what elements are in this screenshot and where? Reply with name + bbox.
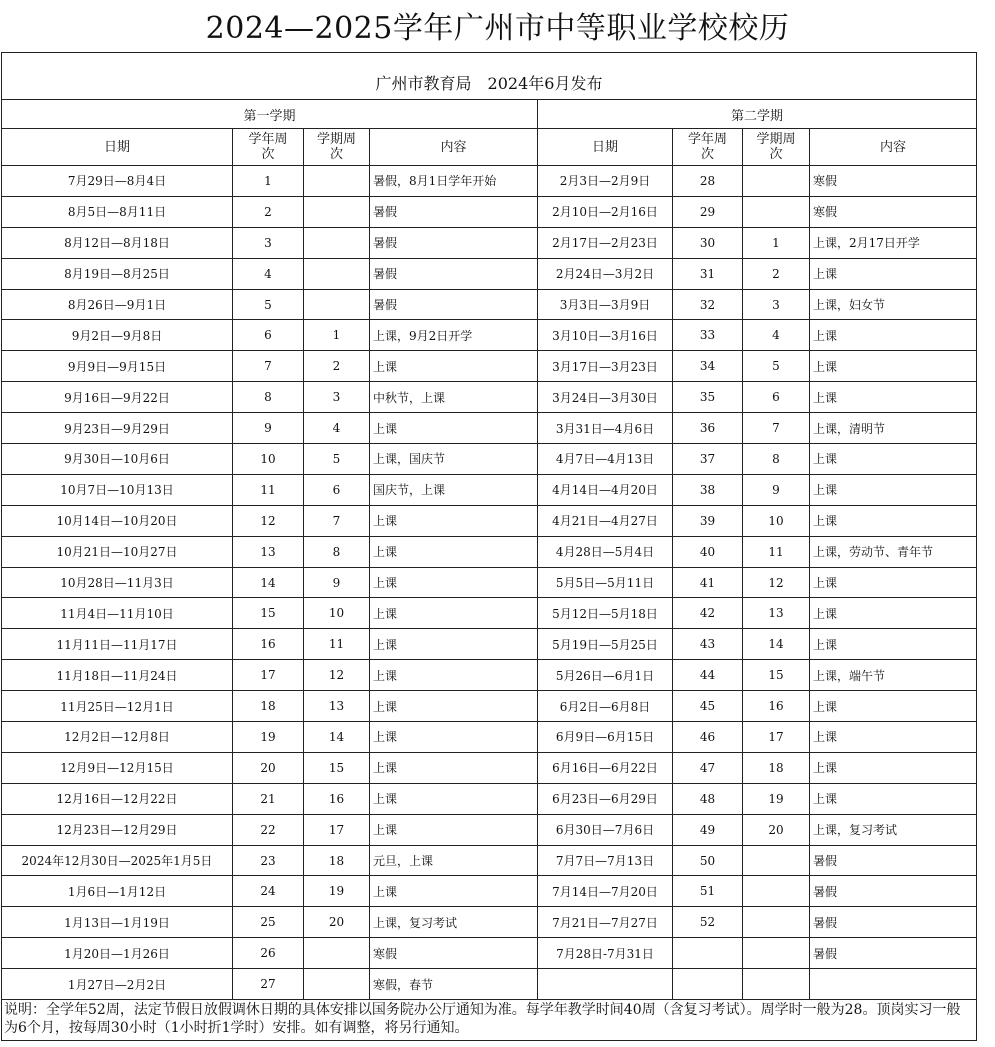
cell-term-week-2: 7 (743, 413, 810, 444)
cell-year-week-2 (673, 969, 743, 1000)
cell-year-week-2: 48 (673, 783, 743, 814)
cell-date-2 (538, 969, 673, 1000)
cell-year-week-2: 40 (673, 536, 743, 567)
cell-term-week-1 (304, 196, 370, 227)
cell-content-2: 上课 (810, 752, 977, 783)
cell-content-2: 上课，复习考试 (810, 814, 977, 845)
cell-date-1: 11月18日—11月24日 (2, 660, 233, 691)
cell-year-week-2: 44 (673, 660, 743, 691)
cell-year-week-2 (673, 938, 743, 969)
table-row (2, 536, 977, 567)
cell-date-1: 9月9日—9月15日 (2, 351, 233, 382)
cell-date-1: 9月2日—9月8日 (2, 320, 233, 351)
cell-term-week-2 (743, 845, 810, 876)
cell-term-week-2 (743, 166, 810, 197)
cell-content-2: 上课，清明节 (810, 413, 977, 444)
cell-content-1: 上课 (370, 876, 538, 907)
cell-date-1: 1月27日—2月2日 (2, 969, 233, 1000)
cell-year-week-1: 14 (233, 567, 304, 598)
cell-date-2: 5月12日—5月18日 (538, 598, 673, 629)
cell-date-2: 2月3日—2月9日 (538, 166, 673, 197)
cell-year-week-1: 25 (233, 907, 304, 938)
cell-date-1: 2024年12月30日—2025年1月5日 (2, 845, 233, 876)
cell-content-2: 暑假 (810, 845, 977, 876)
cell-date-2: 3月31日—4月6日 (538, 413, 673, 444)
cell-term-week-2: 1 (743, 227, 810, 258)
cell-term-week-1: 13 (304, 691, 370, 722)
cell-year-week-1: 7 (233, 351, 304, 382)
semester-1-header: 第一学期 (2, 100, 538, 129)
cell-content-2: 上课 (810, 567, 977, 598)
cell-year-week-2: 36 (673, 413, 743, 444)
cell-date-2: 2月17日—2月23日 (538, 227, 673, 258)
table-row (2, 783, 977, 814)
cell-term-week-2: 4 (743, 320, 810, 351)
cell-date-1: 9月23日—9月29日 (2, 413, 233, 444)
table-row (2, 722, 977, 753)
cell-date-2: 2月10日—2月16日 (538, 196, 673, 227)
cell-content-2: 暑假 (810, 907, 977, 938)
cell-year-week-1: 6 (233, 320, 304, 351)
cell-year-week-1: 17 (233, 660, 304, 691)
cell-year-week-2: 29 (673, 196, 743, 227)
cell-term-week-1: 14 (304, 722, 370, 753)
cell-term-week-2: 5 (743, 351, 810, 382)
cell-year-week-2: 47 (673, 752, 743, 783)
cell-year-week-2: 46 (673, 722, 743, 753)
cell-content-1: 上课 (370, 413, 538, 444)
cell-term-week-2: 6 (743, 382, 810, 413)
cell-content-2: 上课 (810, 598, 977, 629)
table-row (2, 505, 977, 536)
cell-term-week-2: 3 (743, 289, 810, 320)
cell-year-week-1: 22 (233, 814, 304, 845)
col-content-2: 内容 (810, 129, 977, 166)
cell-term-week-2: 2 (743, 258, 810, 289)
cell-date-2: 7月14日—7月20日 (538, 876, 673, 907)
cell-year-week-2: 52 (673, 907, 743, 938)
cell-content-1: 上课 (370, 351, 538, 382)
table-row (2, 413, 977, 444)
cell-year-week-1: 8 (233, 382, 304, 413)
table-row (2, 907, 977, 938)
cell-date-2: 5月5日—5月11日 (538, 567, 673, 598)
cell-year-week-1: 21 (233, 783, 304, 814)
cell-content-1: 暑假 (370, 258, 538, 289)
cell-year-week-1: 23 (233, 845, 304, 876)
cell-term-week-1: 9 (304, 567, 370, 598)
cell-year-week-2: 35 (673, 382, 743, 413)
cell-date-2: 6月9日—6月15日 (538, 722, 673, 753)
cell-content-1: 寒假，春节 (370, 969, 538, 1000)
cell-content-2: 寒假 (810, 166, 977, 197)
cell-term-week-1: 18 (304, 845, 370, 876)
cell-content-1: 上课 (370, 691, 538, 722)
cell-content-2: 上课 (810, 382, 977, 413)
cell-term-week-1: 2 (304, 351, 370, 382)
table-row (2, 258, 977, 289)
table-row (2, 691, 977, 722)
cell-content-2: 上课 (810, 320, 977, 351)
table-row (2, 196, 977, 227)
school-calendar-table (1, 52, 977, 1041)
cell-content-2: 暑假 (810, 876, 977, 907)
cell-term-week-2: 10 (743, 505, 810, 536)
cell-date-2: 5月19日—5月25日 (538, 629, 673, 660)
cell-year-week-2: 39 (673, 505, 743, 536)
cell-date-2: 6月30日—7月6日 (538, 814, 673, 845)
cell-term-week-1: 15 (304, 752, 370, 783)
cell-date-1: 12月2日—12月8日 (2, 722, 233, 753)
cell-date-2: 3月17日—3月23日 (538, 351, 673, 382)
cell-term-week-1: 11 (304, 629, 370, 660)
cell-content-1: 上课，9月2日开学 (370, 320, 538, 351)
cell-year-week-1: 12 (233, 505, 304, 536)
cell-content-2: 上课 (810, 258, 977, 289)
cell-content-1: 上课，国庆节 (370, 444, 538, 475)
cell-content-1: 上课 (370, 536, 538, 567)
cell-date-1: 9月30日—10月6日 (2, 444, 233, 475)
cell-year-week-1: 9 (233, 413, 304, 444)
cell-content-1: 暑假，8月1日学年开始 (370, 166, 538, 197)
cell-date-1: 11月25日—12月1日 (2, 691, 233, 722)
cell-term-week-1 (304, 289, 370, 320)
cell-year-week-1: 11 (233, 474, 304, 505)
cell-date-1: 12月23日—12月29日 (2, 814, 233, 845)
cell-date-1: 8月12日—8月18日 (2, 227, 233, 258)
col-content-1: 内容 (370, 129, 538, 166)
cell-content-1: 上课 (370, 567, 538, 598)
table-top-spacer (2, 53, 977, 66)
cell-term-week-2: 15 (743, 660, 810, 691)
cell-term-week-1: 4 (304, 413, 370, 444)
cell-term-week-2: 16 (743, 691, 810, 722)
cell-term-week-2: 14 (743, 629, 810, 660)
cell-date-2: 6月16日—6月22日 (538, 752, 673, 783)
cell-date-1: 10月21日—10月27日 (2, 536, 233, 567)
cell-date-1: 10月7日—10月13日 (2, 474, 233, 505)
cell-date-2: 6月2日—6月8日 (538, 691, 673, 722)
cell-year-week-2: 33 (673, 320, 743, 351)
cell-term-week-1 (304, 166, 370, 197)
cell-content-1: 暑假 (370, 196, 538, 227)
cell-date-2: 4月7日—4月13日 (538, 444, 673, 475)
cell-content-2 (810, 969, 977, 1000)
col-term-week-1: 学期周次 (304, 129, 370, 166)
cell-date-1: 1月13日—1月19日 (2, 907, 233, 938)
cell-term-week-2 (743, 938, 810, 969)
cell-term-week-1: 17 (304, 814, 370, 845)
cell-date-1: 12月16日—12月22日 (2, 783, 233, 814)
page-title: 2024—2025学年广州市中等职业学校校历 (205, 11, 790, 46)
table-row (2, 567, 977, 598)
table-row (2, 845, 977, 876)
cell-content-2: 上课，妇女节 (810, 289, 977, 320)
cell-content-2: 上课 (810, 722, 977, 753)
cell-year-week-2: 42 (673, 598, 743, 629)
cell-content-1: 暑假 (370, 289, 538, 320)
cell-date-2: 6月23日—6月29日 (538, 783, 673, 814)
table-row (2, 752, 977, 783)
cell-date-1: 9月16日—9月22日 (2, 382, 233, 413)
cell-date-2: 5月26日—6月1日 (538, 660, 673, 691)
cell-year-week-1: 26 (233, 938, 304, 969)
cell-term-week-1 (304, 938, 370, 969)
cell-year-week-1: 19 (233, 722, 304, 753)
cell-term-week-1: 12 (304, 660, 370, 691)
cell-term-week-1: 1 (304, 320, 370, 351)
cell-year-week-1: 20 (233, 752, 304, 783)
cell-term-week-1: 5 (304, 444, 370, 475)
col-year-week-1: 学年周次 (233, 129, 304, 166)
cell-term-week-2: 9 (743, 474, 810, 505)
cell-year-week-2: 38 (673, 474, 743, 505)
table-row (2, 814, 977, 845)
cell-term-week-2: 13 (743, 598, 810, 629)
cell-date-1: 1月6日—1月12日 (2, 876, 233, 907)
table-row (2, 320, 977, 351)
cell-term-week-2 (743, 196, 810, 227)
cell-year-week-1: 10 (233, 444, 304, 475)
cell-content-1: 上课 (370, 752, 538, 783)
cell-year-week-2: 49 (673, 814, 743, 845)
cell-term-week-1 (304, 227, 370, 258)
cell-year-week-2: 43 (673, 629, 743, 660)
cell-term-week-1 (304, 969, 370, 1000)
footnote: 说明：全学年52周，法定节假日放假调休日期的具体安排以国务院办公厅通知为准。每学年教学时间40周（含复习考试）。周学时一般为28。顶岗实习一般为6个月，按每周30小时（1小时折1学时）安排。如有调整，将另行通知。 (2, 1000, 977, 1041)
cell-term-week-2: 18 (743, 752, 810, 783)
cell-content-2: 上课，劳动节、青年节 (810, 536, 977, 567)
cell-date-1: 8月19日—8月25日 (2, 258, 233, 289)
cell-content-2: 上课 (810, 444, 977, 475)
cell-year-week-2: 28 (673, 166, 743, 197)
cell-year-week-1: 24 (233, 876, 304, 907)
cell-content-2: 上课 (810, 351, 977, 382)
cell-year-week-2: 37 (673, 444, 743, 475)
cell-content-1: 上课，复习考试 (370, 907, 538, 938)
cell-term-week-1: 10 (304, 598, 370, 629)
cell-year-week-2: 41 (673, 567, 743, 598)
cell-year-week-2: 32 (673, 289, 743, 320)
cell-content-1: 元旦，上课 (370, 845, 538, 876)
cell-year-week-1: 16 (233, 629, 304, 660)
publisher-line: 广州市教育局 2024年6月发布 (2, 65, 977, 100)
cell-year-week-2: 50 (673, 845, 743, 876)
cell-content-1: 上课 (370, 814, 538, 845)
cell-date-1: 10月28日—11月3日 (2, 567, 233, 598)
cell-date-1: 11月4日—11月10日 (2, 598, 233, 629)
col-year-week-2: 学年周次 (673, 129, 743, 166)
col-date-2: 日期 (538, 129, 673, 166)
cell-date-2: 4月14日—4月20日 (538, 474, 673, 505)
table-row (2, 227, 977, 258)
cell-content-1: 国庆节，上课 (370, 474, 538, 505)
cell-content-1: 寒假 (370, 938, 538, 969)
cell-content-1: 上课 (370, 629, 538, 660)
cell-content-2: 上课 (810, 691, 977, 722)
table-row (2, 938, 977, 969)
cell-year-week-1: 2 (233, 196, 304, 227)
table-row (2, 969, 977, 1000)
cell-year-week-2: 51 (673, 876, 743, 907)
cell-year-week-2: 31 (673, 258, 743, 289)
cell-date-2: 4月21日—4月27日 (538, 505, 673, 536)
cell-year-week-1: 1 (233, 166, 304, 197)
cell-date-1: 8月26日—9月1日 (2, 289, 233, 320)
cell-year-week-1: 13 (233, 536, 304, 567)
cell-date-2: 7月21日—7月27日 (538, 907, 673, 938)
table-row (2, 629, 977, 660)
cell-content-1: 上课 (370, 783, 538, 814)
cell-content-1: 中秋节，上课 (370, 382, 538, 413)
cell-date-1: 8月5日—8月11日 (2, 196, 233, 227)
cell-content-1: 上课 (370, 598, 538, 629)
cell-content-2: 上课，端午节 (810, 660, 977, 691)
cell-content-2: 暑假 (810, 938, 977, 969)
cell-date-1: 10月14日—10月20日 (2, 505, 233, 536)
cell-term-week-2 (743, 876, 810, 907)
cell-term-week-2: 11 (743, 536, 810, 567)
cell-content-2: 寒假 (810, 196, 977, 227)
cell-term-week-2: 17 (743, 722, 810, 753)
cell-content-2: 上课 (810, 783, 977, 814)
table-row (2, 166, 977, 197)
cell-term-week-2: 19 (743, 783, 810, 814)
table-row (2, 444, 977, 475)
cell-year-week-1: 27 (233, 969, 304, 1000)
cell-content-1: 上课 (370, 722, 538, 753)
cell-term-week-2: 8 (743, 444, 810, 475)
cell-term-week-1: 6 (304, 474, 370, 505)
cell-date-1: 7月29日—8月4日 (2, 166, 233, 197)
cell-date-2: 3月24日—3月30日 (538, 382, 673, 413)
cell-year-week-1: 15 (233, 598, 304, 629)
semester-2-header: 第二学期 (538, 100, 977, 129)
cell-content-2: 上课 (810, 474, 977, 505)
table-row (2, 289, 977, 320)
cell-year-week-2: 34 (673, 351, 743, 382)
table-row (2, 876, 977, 907)
cell-date-2: 3月3日—3月9日 (538, 289, 673, 320)
cell-content-2: 上课，2月17日开学 (810, 227, 977, 258)
cell-term-week-1 (304, 258, 370, 289)
cell-year-week-2: 45 (673, 691, 743, 722)
cell-term-week-1: 20 (304, 907, 370, 938)
cell-term-week-1: 16 (304, 783, 370, 814)
cell-date-2: 4月28日—5月4日 (538, 536, 673, 567)
cell-content-2: 上课 (810, 629, 977, 660)
cell-content-1: 上课 (370, 505, 538, 536)
cell-content-1: 暑假 (370, 227, 538, 258)
cell-term-week-2: 12 (743, 567, 810, 598)
table-row (2, 351, 977, 382)
table-row (2, 474, 977, 505)
col-term-week-2: 学期周次 (743, 129, 810, 166)
table-row (2, 382, 977, 413)
cell-term-week-2: 20 (743, 814, 810, 845)
cell-content-1: 上课 (370, 660, 538, 691)
cell-date-2: 7月7日—7月13日 (538, 845, 673, 876)
cell-year-week-1: 18 (233, 691, 304, 722)
cell-term-week-1: 19 (304, 876, 370, 907)
cell-term-week-1: 7 (304, 505, 370, 536)
table-row (2, 598, 977, 629)
cell-term-week-2 (743, 907, 810, 938)
cell-content-2: 上课 (810, 505, 977, 536)
cell-year-week-1: 5 (233, 289, 304, 320)
cell-date-1: 1月20日—1月26日 (2, 938, 233, 969)
cell-date-1: 12月9日—12月15日 (2, 752, 233, 783)
col-date-1: 日期 (2, 129, 233, 166)
cell-year-week-1: 3 (233, 227, 304, 258)
cell-year-week-2: 30 (673, 227, 743, 258)
cell-term-week-2 (743, 969, 810, 1000)
table-row (2, 660, 977, 691)
cell-date-2: 2月24日—3月2日 (538, 258, 673, 289)
cell-term-week-1: 8 (304, 536, 370, 567)
cell-date-1: 11月11日—11月17日 (2, 629, 233, 660)
cell-term-week-1: 3 (304, 382, 370, 413)
cell-date-2: 3月10日—3月16日 (538, 320, 673, 351)
cell-year-week-1: 4 (233, 258, 304, 289)
cell-date-2: 7月28日-7月31日 (538, 938, 673, 969)
